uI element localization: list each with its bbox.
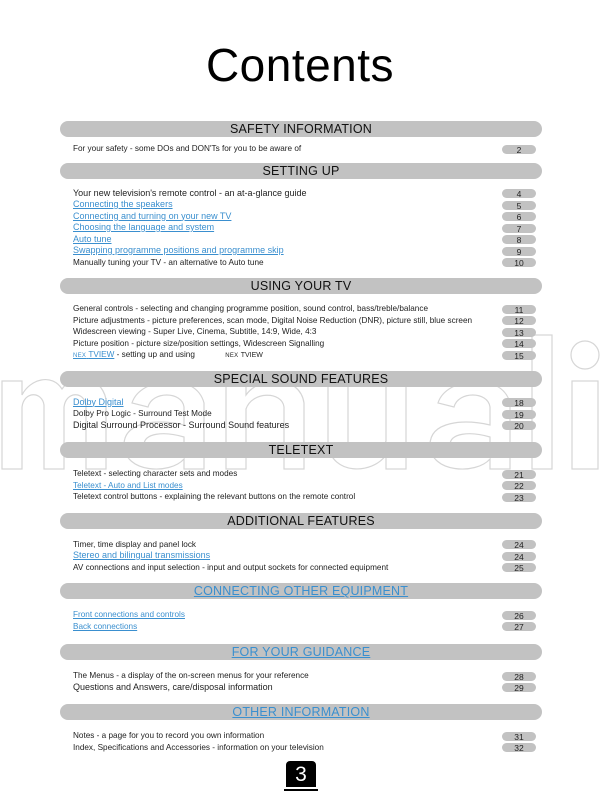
page-number-badge: 19 xyxy=(502,410,536,419)
section-header-link[interactable]: FOR YOUR GUIDANCE xyxy=(60,644,542,660)
page-number-badge: 6 xyxy=(502,212,536,221)
page-number-badge: 8 xyxy=(502,235,536,244)
section-teletext xyxy=(60,442,542,513)
section-special-sound-features xyxy=(60,371,542,443)
section-header: TELETEXT xyxy=(60,442,542,458)
toc-entry[interactable] xyxy=(60,199,542,211)
page-number-badge: 7 xyxy=(502,224,536,233)
toc-entry: Manually tuning your TV - an alternative to Auto tune 10 xyxy=(60,257,542,269)
page-number-underline xyxy=(284,789,318,791)
section-header-link[interactable]: CONNECTING OTHER EQUIPMENT xyxy=(60,583,542,599)
page-number-badge: 4 xyxy=(502,189,536,198)
toc-link[interactable]: Connecting and turning on your new TV xyxy=(73,210,232,221)
page-number-badge: 29 xyxy=(502,683,536,692)
page-title: Contents xyxy=(205,39,395,91)
toc-entry[interactable] xyxy=(60,245,542,257)
section-safety-information xyxy=(60,121,542,163)
toc-entry: Index, Specifications and Accessories - information on your television 32 xyxy=(60,742,542,754)
toc-entry[interactable]: NEX TVIEW - setting up and using NEX TVIEW 15 xyxy=(60,349,542,361)
table-of-contents xyxy=(60,121,542,761)
toc-link[interactable]: Connecting the speakers xyxy=(73,199,173,209)
toc-entry: Dolby Pro Logic - Surround Test Mode 19 xyxy=(60,408,542,420)
page-number: 3 xyxy=(286,761,316,787)
section-additional-features xyxy=(60,513,542,584)
toc-link[interactable]: Stereo and bilingual transmissions xyxy=(73,550,211,560)
toc-entry[interactable] xyxy=(60,609,542,621)
section-header-link[interactable]: OTHER INFORMATION xyxy=(60,704,542,720)
page-number-badge: 24 xyxy=(502,540,536,549)
toc-entry: Picture adjustments - picture preferences, scan mode, Digital Noise Reduction (DNR), picture still, blue screen 12 xyxy=(60,315,542,327)
toc-entry[interactable] xyxy=(60,550,542,562)
toc-entry: Questions and Answers, care/disposal information 29 xyxy=(60,682,542,694)
toc-entry: Timer, time display and panel lock 24 xyxy=(60,539,542,551)
section-setting-up xyxy=(60,163,542,279)
page-number-badge: 9 xyxy=(502,247,536,256)
section-using-your-tv xyxy=(60,278,542,371)
page-number-badge: 14 xyxy=(502,339,536,348)
section-header: SAFETY INFORMATION xyxy=(60,121,542,137)
page-number-badge: 22 xyxy=(502,481,536,490)
toc-entry: Teletext - selecting character sets and modes 21 xyxy=(60,468,542,480)
toc-entry[interactable] xyxy=(60,222,542,234)
page-number-badge: 11 xyxy=(502,305,536,314)
page-number-badge: 5 xyxy=(502,201,536,210)
toc-entry[interactable] xyxy=(60,397,542,409)
toc-entry: Digital Surround Processor - Surround Sound features 20 xyxy=(60,420,542,432)
page-number-badge: 32 xyxy=(502,743,536,752)
page-number-badge: 2 xyxy=(502,145,536,154)
nextview-brand: NEX TVIEW xyxy=(225,352,263,359)
toc-link[interactable]: Choosing the language and system xyxy=(73,222,215,232)
toc-entry[interactable] xyxy=(60,234,542,246)
page-number-badge: 10 xyxy=(502,258,536,267)
toc-link[interactable]: Dolby Digital xyxy=(73,396,124,407)
page-number-badge: 26 xyxy=(502,611,536,620)
page-number-badge: 21 xyxy=(502,470,536,479)
page-number-badge: 20 xyxy=(502,421,536,430)
section-header: ADDITIONAL FEATURES xyxy=(60,513,542,529)
page-number-badge: 15 xyxy=(502,351,536,360)
section-for-your-guidance xyxy=(60,644,542,704)
page-number-badge: 31 xyxy=(502,732,536,741)
page-number-badge: 24 xyxy=(502,552,536,561)
toc-link[interactable]: Teletext - Auto and List modes xyxy=(73,480,183,490)
section-header: SPECIAL SOUND FEATURES xyxy=(60,371,542,387)
toc-link[interactable]: Front connections and controls xyxy=(73,610,185,619)
page-number-badge: 28 xyxy=(502,672,536,681)
toc-entry: The Menus - a display of the on-screen menus for your reference 28 xyxy=(60,670,542,682)
page-number-badge: 12 xyxy=(502,316,536,325)
toc-link[interactable]: Back connections xyxy=(73,621,138,631)
section-header: USING YOUR TV xyxy=(60,278,542,294)
toc-entry: AV connections and input selection - input and output sockets for connected equipment 25 xyxy=(60,562,542,574)
toc-entry: Notes - a page for you to record you own information 31 xyxy=(60,730,542,742)
toc-link[interactable]: Swapping programme positions and programme skip xyxy=(73,245,284,255)
toc-link[interactable]: Auto tune xyxy=(73,233,112,244)
toc-entry: Picture position - picture size/position settings, Widescreen Signalling 14 xyxy=(60,338,542,350)
toc-entry: General controls - selecting and changing programme position, sound control, bass/treble/balance 11 xyxy=(60,303,542,315)
toc-entry[interactable] xyxy=(60,621,542,633)
toc-link-nextview[interactable]: NEX TVIEW xyxy=(73,350,115,359)
page-number-badge: 23 xyxy=(502,493,536,502)
toc-entry[interactable] xyxy=(60,211,542,223)
toc-entry: Widescreen viewing - Super Live, Cinema, Subtitle, 14:9, Wide, 4:3 13 xyxy=(60,326,542,338)
page-number-badge: 25 xyxy=(502,563,536,572)
page-number-badge: 18 xyxy=(502,398,536,407)
page-number-badge: 13 xyxy=(502,328,536,337)
section-connecting-other-equipment xyxy=(60,583,542,644)
section-other-information xyxy=(60,704,542,761)
section-header: SETTING UP xyxy=(60,163,542,179)
toc-entry: For your safety - some DOs and DON'Ts for you to be aware of 2 xyxy=(60,143,542,155)
page-number-badge: 27 xyxy=(502,622,536,631)
toc-entry[interactable] xyxy=(60,480,542,492)
toc-entry: Teletext control buttons - explaining the relevant buttons on the remote control 23 xyxy=(60,491,542,503)
toc-entry: Your new television's remote control - an at-a-glance guide 4 xyxy=(60,188,542,200)
